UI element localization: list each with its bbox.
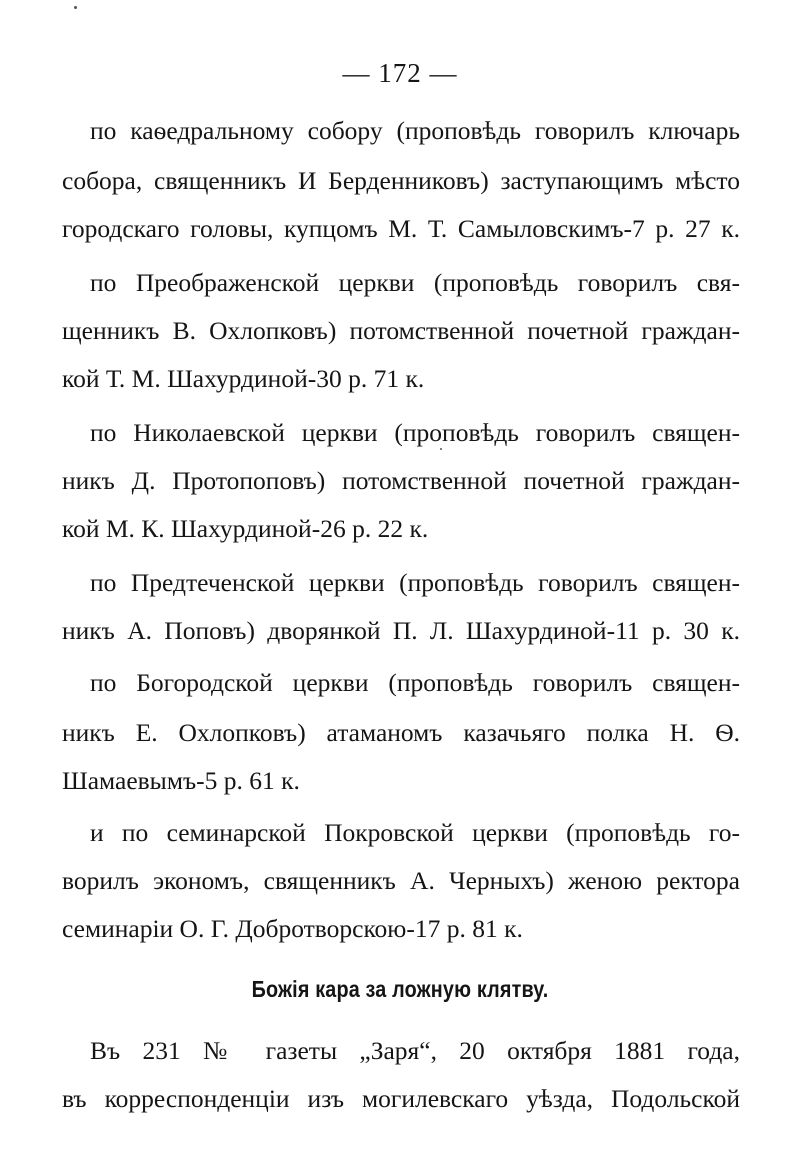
text-line: и по семинарской Покровской церкви (проповѣдь го- (90, 818, 740, 847)
text-line: по Предтеченской церкви (проповѣдь говорилъ священ- (90, 568, 740, 597)
text-line: Въ 231 № газеты „Заря“, 20 октября 1881 года, (90, 1036, 740, 1065)
text-line: никъ А. Поповъ) дворянкой П. Л. Шахурдиной-11 р. 30 к. (62, 616, 740, 645)
text-line: кой Т. М. Шахурдиной-30 р. 71 к. (62, 364, 425, 393)
text-line: собора, священникъ И Берденниковъ) заступающимъ мѣсто (62, 166, 740, 195)
text-line: никъ Д. Протопоповъ) потомственной почетной граждан- (62, 466, 740, 495)
text-line: щенникъ В. Охлопковъ) потомственной почетной граждан- (62, 316, 740, 345)
page-number: — 172 — (342, 58, 458, 88)
text-line: въ корреспонденціи изъ могилевскаго уѣзда, Подольской (62, 1084, 740, 1113)
section-heading: Божія кара за ложную клятву. (251, 976, 549, 1002)
text-line: по каѳедральному собору (проповѣдь говорилъ ключарь (90, 116, 740, 145)
text-line: кой М. К. Шахурдиной-26 р. 22 к. (62, 514, 429, 543)
scan-speck (74, 6, 77, 9)
text-line: городскаго головы, купцомъ М. Т. Самыловскимъ-7 р. 27 к. (62, 214, 740, 243)
text-line: по Преображенской церкви (проповѣдь говорилъ свя- (90, 268, 740, 297)
text-line: никъ Е. Охлопковъ) атаманомъ казачьяго полка Н. Ѳ. (62, 718, 740, 747)
text-line: семинаріи О. Г. Добротворскою-17 р. 81 к. (62, 914, 523, 943)
scan-speck (440, 448, 442, 450)
text-line: по Николаевской церкви (проповѣдь говорилъ священ- (90, 418, 740, 447)
text-line: ворилъ экономъ, священникъ А. Черныхъ) женою ректора (62, 866, 740, 895)
text-line: Шамаевымъ-5 р. 61 к. (62, 766, 300, 795)
text-line: по Богородской церкви (проповѣдь говорилъ священ- (90, 668, 740, 697)
